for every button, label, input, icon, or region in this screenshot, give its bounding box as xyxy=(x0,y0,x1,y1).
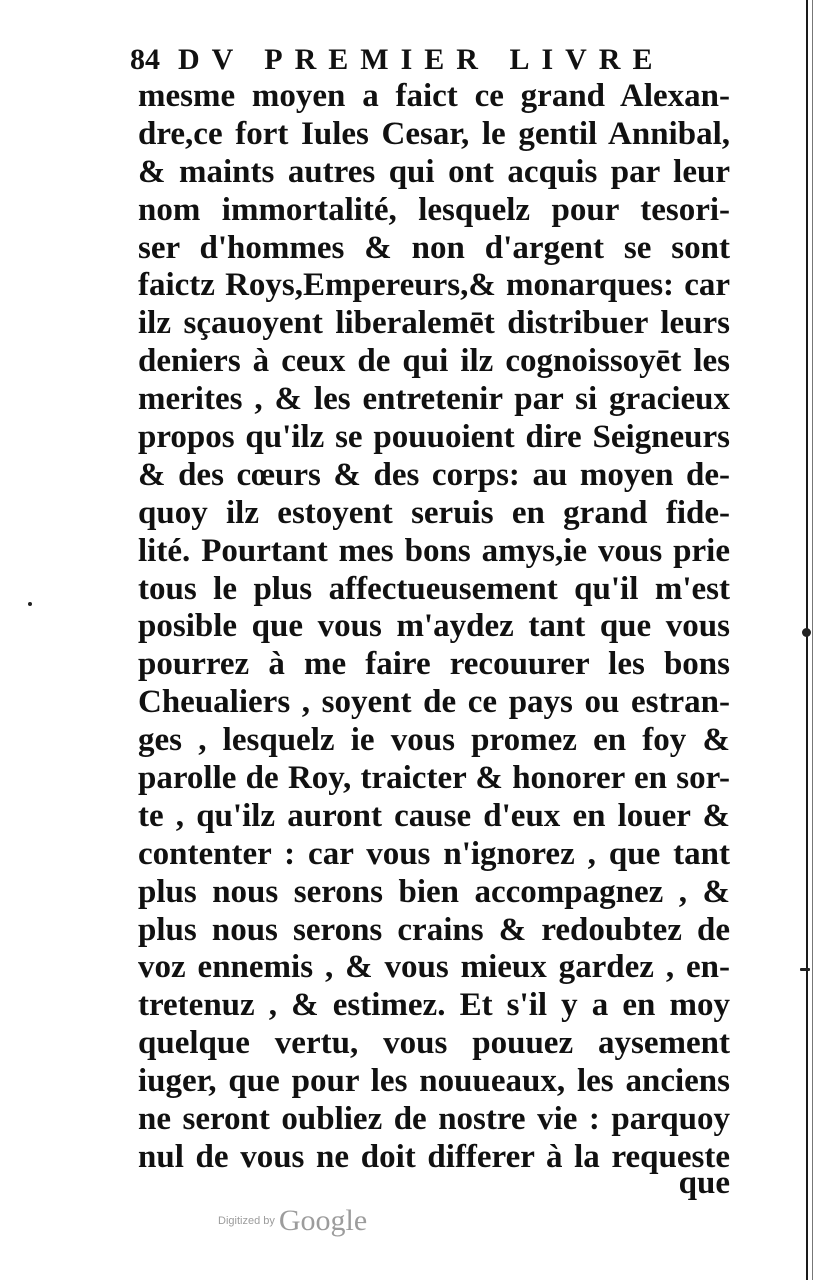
text-line: tous le plus affectueusement qu'il m'est xyxy=(138,570,730,607)
running-title: DV PREMIER LIVRE xyxy=(178,43,665,76)
text-line: & maints autres qui ont acquis par leur xyxy=(138,153,730,190)
text-line: nul de vous ne doit differer à la requeste xyxy=(138,1138,730,1175)
text-line: deniers à ceux de qui ilz cognoissoyēt les xyxy=(138,343,730,380)
text-line: plus nous serons bien accompagnez , & xyxy=(138,873,730,910)
page-number: 84 xyxy=(130,43,160,76)
running-header xyxy=(130,42,730,78)
text-line: tretenuz , & estimez. Et s'il y a en moy xyxy=(138,987,730,1024)
text-line: ilz sçauoyent liberalemēt distribuer leurs xyxy=(138,305,730,342)
text-line: ser d'hommes & non d'argent se sont xyxy=(138,229,730,266)
ink-speck xyxy=(802,628,811,637)
page-edge-shadow xyxy=(806,0,808,1280)
watermark-brand: Google xyxy=(278,1204,368,1237)
text-line: Cheualiers , soyent de ce pays ou estran- xyxy=(138,684,730,721)
text-line: ges , lesquelz ie vous promez en foy & xyxy=(138,722,730,759)
text-line: voz ennemis , & vous mieux gardez , en- xyxy=(138,949,730,986)
text-line: quoy ilz estoyent seruis en grand fide- xyxy=(138,494,730,531)
ink-speck xyxy=(800,968,810,971)
text-line: ne seront oubliez de nostre vie : parquoy xyxy=(138,1101,730,1138)
ink-speck xyxy=(28,602,32,606)
text-line: quelque vertu, vous pouuez aysement xyxy=(138,1025,730,1062)
text-line: iuger, que pour les nouueaux, les anciens xyxy=(138,1063,730,1100)
text-line: dre,ce fort Iules Cesar, le gentil Annibal, xyxy=(138,115,730,152)
digitization-watermark xyxy=(218,1204,367,1244)
text-line: te , qu'ilz auront cause d'eux en louer & xyxy=(138,797,730,834)
page-edge-line xyxy=(812,0,813,1280)
catchword: que xyxy=(678,1165,730,1201)
body-text xyxy=(138,78,730,1177)
text-line: merites , & les entretenir par si gracieux xyxy=(138,381,730,418)
text-line: mesme moyen a faict ce grand Alexan- xyxy=(138,78,730,114)
watermark-prefix: Digitized by xyxy=(218,1215,275,1227)
text-line: posible que vous m'aydez tant que vous xyxy=(138,608,730,645)
text-line: lité. Pourtant mes bons amys,ie vous prie xyxy=(138,532,730,569)
text-line: faictz Roys,Empereurs,& monarques: car xyxy=(138,267,730,304)
text-line: nom immortalité, lesquelz pour tesori- xyxy=(138,191,730,228)
text-line: contenter : car vous n'ignorez , que tant xyxy=(138,835,730,872)
text-line: & des cœurs & des corps: au moyen de- xyxy=(138,456,730,493)
text-line: parolle de Roy, traicter & honorer en sor- xyxy=(138,760,730,797)
text-line: propos qu'ilz se pouuoient dire Seigneurs xyxy=(138,419,730,456)
text-line: pourrez à me faire recouurer les bons xyxy=(138,646,730,683)
text-line: plus nous serons crains & redoubtez de xyxy=(138,911,730,948)
